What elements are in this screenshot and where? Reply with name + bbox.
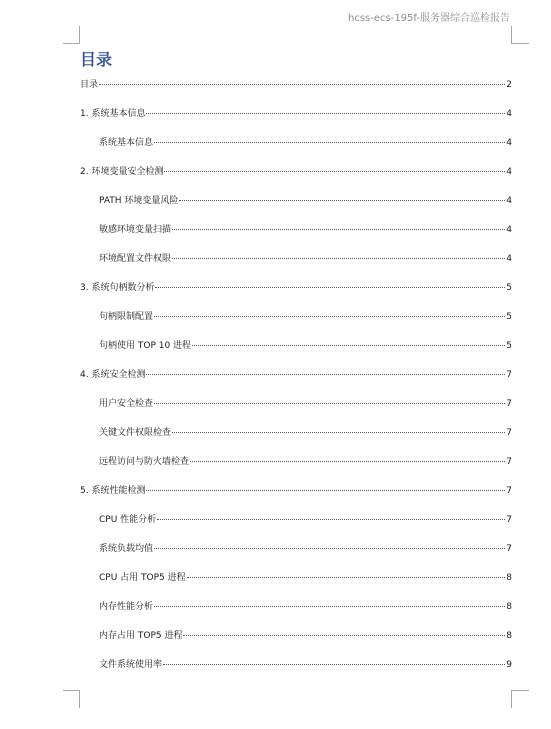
toc-entry-label[interactable]: 内存占用 TOP5 进程 xyxy=(99,631,183,641)
toc-page-number[interactable]: 7 xyxy=(506,399,512,409)
toc-entry[interactable] xyxy=(80,651,512,680)
crop-mark-top-right xyxy=(511,26,529,44)
toc-dot-leader xyxy=(163,664,505,665)
toc-entry[interactable] xyxy=(80,390,512,419)
toc-page-number[interactable]: 4 xyxy=(506,196,512,206)
toc-entry[interactable] xyxy=(80,361,512,390)
toc-page-number[interactable]: 4 xyxy=(506,254,512,264)
toc-entry-label[interactable]: 远程访问与防火墙检查 xyxy=(99,457,190,467)
toc-page-number[interactable]: 8 xyxy=(506,602,512,612)
toc-entry-label[interactable]: 用户安全检查 xyxy=(99,399,154,409)
toc-entry-label[interactable]: PATH 环境变量风险 xyxy=(99,196,179,206)
toc-dot-leader xyxy=(99,84,505,85)
toc-entry[interactable] xyxy=(80,216,512,245)
toc-entry[interactable] xyxy=(80,187,512,216)
table-of-contents xyxy=(80,71,512,680)
toc-dot-leader xyxy=(187,577,506,578)
toc-page-number[interactable]: 4 xyxy=(506,138,512,148)
toc-page-number[interactable]: 7 xyxy=(506,544,512,554)
toc-dot-leader xyxy=(154,403,505,404)
toc-entry[interactable] xyxy=(80,158,512,187)
toc-page-number[interactable]: 8 xyxy=(506,631,512,641)
toc-dot-leader xyxy=(154,548,505,549)
toc-page-number[interactable]: 7 xyxy=(506,370,512,380)
toc-entry[interactable] xyxy=(80,100,512,129)
toc-entry[interactable] xyxy=(80,622,512,651)
page-header: hcss-ecs-195f-服务器综合巡检报告 xyxy=(347,13,510,24)
toc-dot-leader xyxy=(155,287,505,288)
toc-page-number[interactable]: 8 xyxy=(506,573,512,583)
toc-entry[interactable] xyxy=(80,245,512,274)
toc-entry[interactable] xyxy=(80,419,512,448)
toc-dot-leader xyxy=(154,142,505,143)
toc-entry-label[interactable]: 文件系统使用率 xyxy=(99,660,163,670)
toc-dot-leader xyxy=(146,490,505,491)
toc-dot-leader xyxy=(154,606,505,607)
toc-entry[interactable] xyxy=(80,71,512,100)
crop-mark-top-left xyxy=(63,26,80,44)
toc-entry-label[interactable]: CPU 占用 TOP5 进程 xyxy=(99,573,186,583)
toc-dot-leader xyxy=(146,374,505,375)
toc-entry[interactable] xyxy=(80,332,512,361)
toc-page-number[interactable]: 2 xyxy=(506,80,512,90)
toc-page-number[interactable]: 4 xyxy=(506,225,512,235)
toc-page-number[interactable]: 9 xyxy=(506,660,512,670)
crop-mark-bottom-left xyxy=(63,690,80,708)
toc-entry-label[interactable]: 系统基本信息 xyxy=(99,138,154,148)
toc-entry-label[interactable]: 系统负载均值 xyxy=(99,544,154,554)
toc-dot-leader xyxy=(183,635,505,636)
toc-page-number[interactable]: 7 xyxy=(506,457,512,467)
toc-dot-leader xyxy=(192,345,505,346)
toc-page-number[interactable]: 7 xyxy=(506,515,512,525)
toc-entry[interactable] xyxy=(80,535,512,564)
toc-entry[interactable] xyxy=(80,303,512,332)
toc-entry-label[interactable]: 3. 系统句柄数分析 xyxy=(80,283,155,293)
toc-entry-label[interactable]: 内存性能分析 xyxy=(99,602,154,612)
toc-entry-label[interactable]: 关键文件权限检查 xyxy=(99,428,172,438)
toc-entry-label[interactable]: 句柄使用 TOP 10 进程 xyxy=(99,341,192,351)
toc-entry-label[interactable]: 环境配置文件权限 xyxy=(99,254,172,264)
toc-page-number[interactable]: 4 xyxy=(506,109,512,119)
toc-page-number[interactable]: 5 xyxy=(506,341,512,351)
toc-entry[interactable] xyxy=(80,564,512,593)
toc-entry-label[interactable]: 句柄限制配置 xyxy=(99,312,154,322)
toc-page-number[interactable]: 5 xyxy=(506,283,512,293)
toc-page-number[interactable]: 5 xyxy=(506,312,512,322)
toc-dot-leader xyxy=(154,316,505,317)
toc-dot-leader xyxy=(164,171,505,172)
toc-dot-leader xyxy=(190,461,505,462)
toc-page-number[interactable]: 7 xyxy=(506,428,512,438)
toc-entry[interactable] xyxy=(80,506,512,535)
toc-page-number[interactable]: 7 xyxy=(506,486,512,496)
toc-entry[interactable] xyxy=(80,129,512,158)
crop-mark-bottom-right xyxy=(511,690,529,708)
toc-entry-label[interactable]: 2. 环境变量安全检测 xyxy=(80,167,164,177)
toc-entry[interactable] xyxy=(80,477,512,506)
toc-entry-label[interactable]: 目录 xyxy=(80,80,99,90)
toc-entry-label[interactable]: 敏感环境变量扫描 xyxy=(99,225,172,235)
toc-entry[interactable] xyxy=(80,448,512,477)
toc-dot-leader xyxy=(172,258,505,259)
toc-dot-leader xyxy=(146,113,505,114)
toc-dot-leader xyxy=(172,229,505,230)
toc-dot-leader xyxy=(157,519,505,520)
toc-title: 目录 xyxy=(80,50,113,69)
toc-entry-label[interactable]: 4. 系统安全检测 xyxy=(80,370,146,380)
toc-dot-leader xyxy=(179,200,505,201)
toc-dot-leader xyxy=(172,432,505,433)
toc-entry[interactable] xyxy=(80,274,512,303)
toc-entry-label[interactable]: 5. 系统性能检测 xyxy=(80,486,146,496)
toc-entry[interactable] xyxy=(80,593,512,622)
toc-entry-label[interactable]: 1. 系统基本信息 xyxy=(80,109,146,119)
toc-entry-label[interactable]: CPU 性能分析 xyxy=(99,515,157,525)
toc-page-number[interactable]: 4 xyxy=(506,167,512,177)
